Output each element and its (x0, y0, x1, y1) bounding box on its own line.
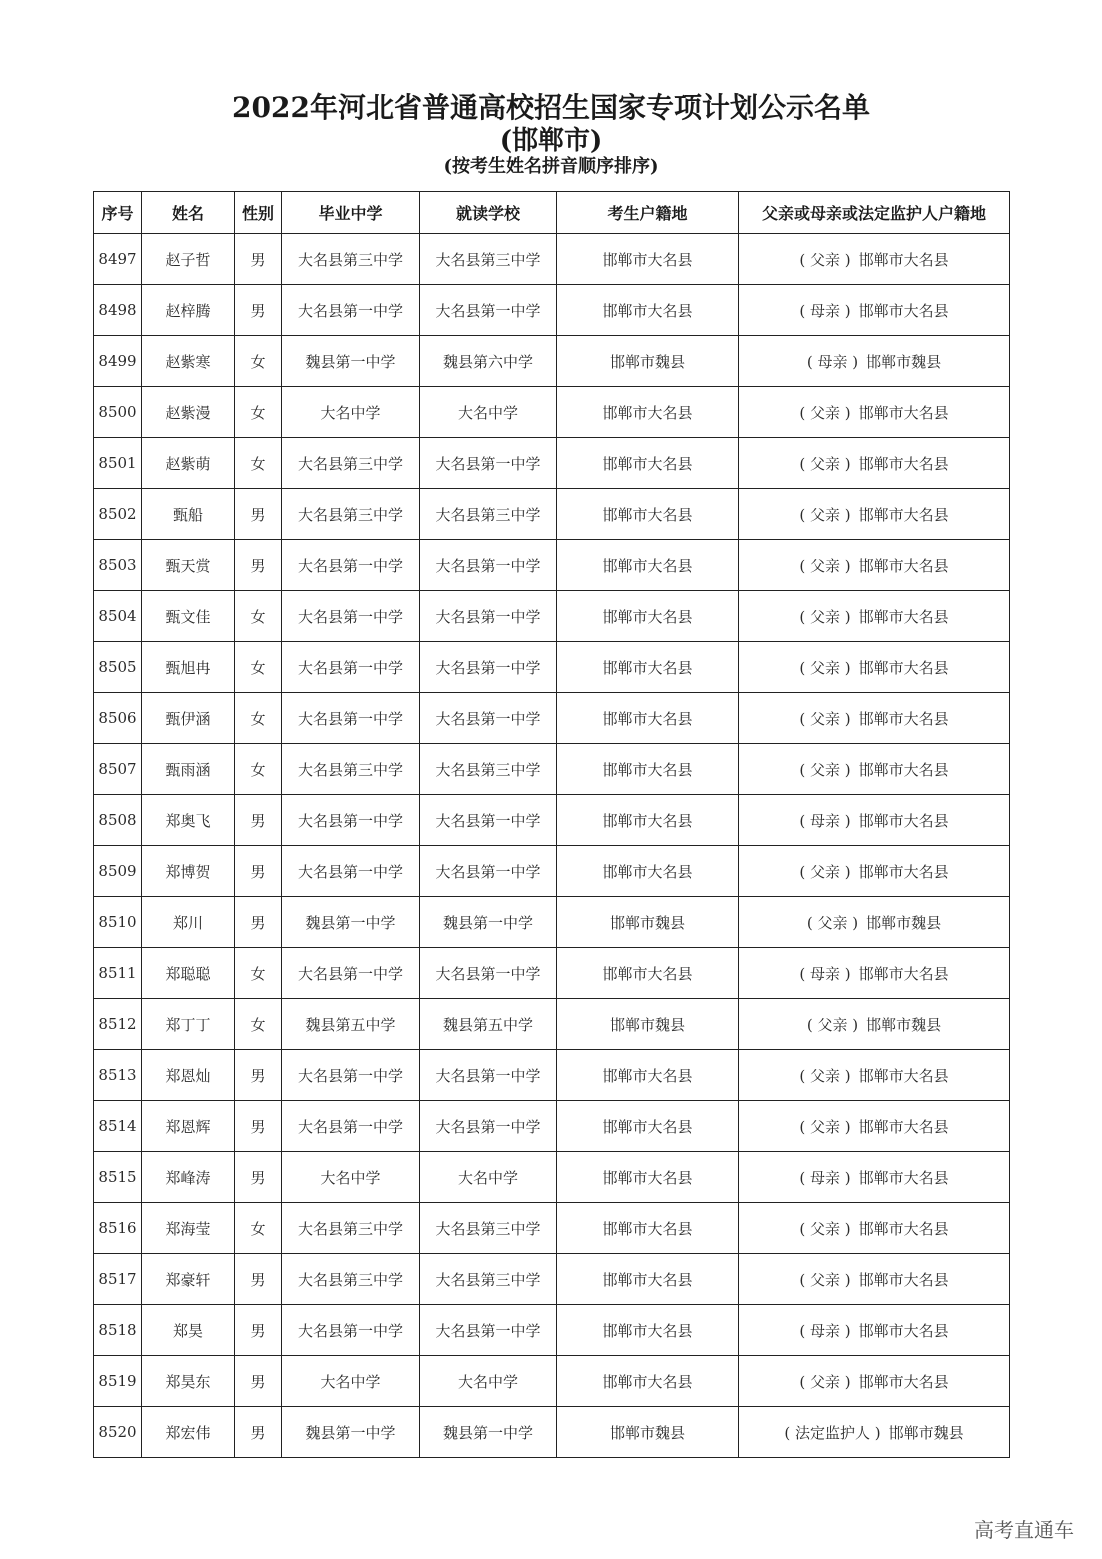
cell-hukou: 邯郸市大名县 (557, 1101, 739, 1152)
guardian-relation: ( 父亲 ) (799, 1372, 851, 1391)
guardian-hukou: 邯郸市魏县 (866, 913, 942, 932)
cell-current-school: 大名县第一中学 (420, 540, 557, 591)
cell-guardian (739, 795, 1010, 846)
cell-gender: 男 (235, 897, 282, 948)
cell-current-school: 大名县第一中学 (420, 642, 557, 693)
guardian-hukou: 邯郸市大名县 (858, 811, 949, 830)
cell-gender: 女 (235, 693, 282, 744)
column-header-gender: 性别 (235, 192, 282, 234)
table-row (94, 489, 1010, 540)
guardian-hukou: 邯郸市大名县 (858, 760, 949, 779)
cell-grad-school: 大名县第一中学 (282, 540, 420, 591)
cell-current-school: 大名县第三中学 (420, 1254, 557, 1305)
table-row (94, 1101, 1010, 1152)
guardian-relation: ( 母亲 ) (799, 1168, 851, 1187)
table-row (94, 1203, 1010, 1254)
cell-grad-school: 大名县第三中学 (282, 1254, 420, 1305)
cell-name: 甄雨涵 (142, 744, 235, 795)
cell-hukou: 邯郸市大名县 (557, 387, 739, 438)
guardian-relation: ( 母亲 ) (799, 811, 851, 830)
cell-no: 8516 (94, 1203, 142, 1254)
cell-no: 8513 (94, 1050, 142, 1101)
cell-no: 8507 (94, 744, 142, 795)
table-row (94, 540, 1010, 591)
cell-no: 8512 (94, 999, 142, 1050)
table-row (94, 693, 1010, 744)
cell-grad-school: 大名县第一中学 (282, 591, 420, 642)
cell-no: 8515 (94, 1152, 142, 1203)
cell-guardian (739, 897, 1010, 948)
cell-grad-school: 大名县第一中学 (282, 642, 420, 693)
cell-no: 8499 (94, 336, 142, 387)
guardian-hukou: 邯郸市大名县 (858, 1270, 949, 1289)
document-title: 2022年河北省普通高校招生国家专项计划公示名单 (232, 91, 870, 124)
cell-gender: 女 (235, 336, 282, 387)
cell-current-school: 魏县第一中学 (420, 1407, 557, 1458)
guardian-hukou: 邯郸市大名县 (858, 964, 949, 983)
table-row (94, 591, 1010, 642)
cell-name: 郑昊东 (142, 1356, 235, 1407)
guardian-relation: ( 父亲 ) (806, 913, 859, 932)
cell-hukou: 邯郸市大名县 (557, 744, 739, 795)
cell-guardian (739, 489, 1010, 540)
cell-name: 郑海莹 (142, 1203, 235, 1254)
guardian-hukou: 邯郸市大名县 (858, 505, 949, 524)
cell-current-school: 魏县第五中学 (420, 999, 557, 1050)
cell-name: 甄船 (142, 489, 235, 540)
cell-gender: 男 (235, 1407, 282, 1458)
guardian-relation: ( 父亲 ) (799, 760, 851, 779)
column-header-guardian-hukou: 父亲或母亲或法定监护人户籍地 (739, 192, 1010, 234)
table-header-row (94, 192, 1010, 234)
cell-grad-school: 大名县第一中学 (282, 1101, 420, 1152)
cell-current-school: 大名县第三中学 (420, 1203, 557, 1254)
cell-hukou: 邯郸市魏县 (557, 999, 739, 1050)
table-row (94, 642, 1010, 693)
cell-hukou: 邯郸市大名县 (557, 1254, 739, 1305)
cell-hukou: 邯郸市大名县 (557, 1305, 739, 1356)
cell-no: 8505 (94, 642, 142, 693)
cell-no: 8517 (94, 1254, 142, 1305)
cell-gender: 女 (235, 387, 282, 438)
cell-grad-school: 大名中学 (282, 1152, 420, 1203)
cell-gender: 男 (235, 1356, 282, 1407)
cell-no: 8504 (94, 591, 142, 642)
cell-name: 赵紫漫 (142, 387, 235, 438)
cell-current-school: 大名中学 (420, 1152, 557, 1203)
column-header-current-school: 就读学校 (420, 192, 557, 234)
cell-name: 赵子哲 (142, 234, 235, 285)
cell-current-school: 大名县第一中学 (420, 1050, 557, 1101)
cell-guardian (739, 1305, 1010, 1356)
cell-current-school: 大名中学 (420, 1356, 557, 1407)
cell-no: 8502 (94, 489, 142, 540)
cell-guardian (739, 948, 1010, 999)
guardian-relation: ( 母亲 ) (806, 352, 859, 371)
guardian-relation: ( 父亲 ) (799, 454, 851, 473)
cell-name: 郑宏伟 (142, 1407, 235, 1458)
cell-guardian (739, 234, 1010, 285)
guardian-hukou: 邯郸市大名县 (858, 658, 949, 677)
cell-hukou: 邯郸市大名县 (557, 948, 739, 999)
cell-no: 8508 (94, 795, 142, 846)
cell-name: 甄伊涵 (142, 693, 235, 744)
table-row (94, 234, 1010, 285)
table-row (94, 846, 1010, 897)
guardian-relation: ( 父亲 ) (799, 1066, 851, 1085)
guardian-relation: ( 父亲 ) (799, 862, 851, 881)
cell-name: 郑豪轩 (142, 1254, 235, 1305)
cell-guardian (739, 1050, 1010, 1101)
table-row (94, 438, 1010, 489)
cell-hukou: 邯郸市魏县 (557, 1407, 739, 1458)
cell-grad-school: 魏县第五中学 (282, 999, 420, 1050)
guardian-hukou: 邯郸市大名县 (858, 862, 949, 881)
cell-name: 郑博贺 (142, 846, 235, 897)
cell-name: 甄文佳 (142, 591, 235, 642)
cell-no: 8509 (94, 846, 142, 897)
cell-current-school: 魏县第六中学 (420, 336, 557, 387)
cell-grad-school: 大名县第一中学 (282, 1050, 420, 1101)
cell-guardian (739, 1356, 1010, 1407)
cell-grad-school: 大名县第一中学 (282, 795, 420, 846)
guardian-relation: ( 父亲 ) (799, 556, 851, 575)
cell-gender: 男 (235, 1101, 282, 1152)
cell-name: 郑昊 (142, 1305, 235, 1356)
roster-table (93, 191, 1010, 1458)
cell-gender: 男 (235, 1050, 282, 1101)
cell-hukou: 邯郸市大名县 (557, 1203, 739, 1254)
cell-hukou: 邯郸市大名县 (557, 1356, 739, 1407)
guardian-hukou: 邯郸市大名县 (858, 403, 949, 422)
cell-hukou: 邯郸市大名县 (557, 642, 739, 693)
cell-hukou: 邯郸市魏县 (557, 897, 739, 948)
roster-body (94, 234, 1010, 1458)
cell-grad-school: 大名县第三中学 (282, 744, 420, 795)
table-row (94, 1407, 1010, 1458)
guardian-hukou: 邯郸市大名县 (858, 709, 949, 728)
cell-grad-school: 大名县第三中学 (282, 438, 420, 489)
cell-guardian (739, 1101, 1010, 1152)
cell-grad-school: 魏县第一中学 (282, 1407, 420, 1458)
cell-current-school: 大名县第一中学 (420, 795, 557, 846)
cell-current-school: 大名县第一中学 (420, 693, 557, 744)
cell-hukou: 邯郸市大名县 (557, 285, 739, 336)
table-row (94, 897, 1010, 948)
cell-name: 郑丁丁 (142, 999, 235, 1050)
guardian-relation: ( 母亲 ) (799, 964, 851, 983)
cell-no: 8514 (94, 1101, 142, 1152)
table-row (94, 336, 1010, 387)
cell-grad-school: 大名县第一中学 (282, 693, 420, 744)
guardian-relation: ( 母亲 ) (799, 1321, 851, 1340)
cell-no: 8497 (94, 234, 142, 285)
cell-name: 郑恩灿 (142, 1050, 235, 1101)
cell-gender: 女 (235, 642, 282, 693)
cell-current-school: 大名县第一中学 (420, 1305, 557, 1356)
column-header-grad-school: 毕业中学 (282, 192, 420, 234)
table-row (94, 744, 1010, 795)
cell-hukou: 邯郸市魏县 (557, 336, 739, 387)
cell-name: 赵梓腾 (142, 285, 235, 336)
table-row (94, 1305, 1010, 1356)
cell-hukou: 邯郸市大名县 (557, 846, 739, 897)
guardian-hukou: 邯郸市大名县 (858, 301, 949, 320)
cell-guardian (739, 540, 1010, 591)
cell-gender: 男 (235, 1152, 282, 1203)
guardian-hukou: 邯郸市大名县 (858, 1066, 949, 1085)
cell-hukou: 邯郸市大名县 (557, 438, 739, 489)
cell-hukou: 邯郸市大名县 (557, 234, 739, 285)
cell-grad-school: 大名县第一中学 (282, 1305, 420, 1356)
guardian-hukou: 邯郸市大名县 (858, 1219, 949, 1238)
guardian-hukou: 邯郸市大名县 (858, 454, 949, 473)
table-row (94, 285, 1010, 336)
cell-guardian (739, 999, 1010, 1050)
cell-hukou: 邯郸市大名县 (557, 489, 739, 540)
column-header-hukou: 考生户籍地 (557, 192, 739, 234)
cell-hukou: 邯郸市大名县 (557, 693, 739, 744)
cell-grad-school: 大名县第一中学 (282, 846, 420, 897)
guardian-hukou: 邯郸市魏县 (866, 352, 942, 371)
cell-gender: 男 (235, 795, 282, 846)
cell-current-school: 大名中学 (420, 387, 557, 438)
cell-current-school: 大名县第一中学 (420, 285, 557, 336)
cell-hukou: 邯郸市大名县 (557, 591, 739, 642)
guardian-hukou: 邯郸市大名县 (858, 1168, 949, 1187)
cell-no: 8510 (94, 897, 142, 948)
cell-guardian (739, 693, 1010, 744)
guardian-relation: ( 母亲 ) (799, 301, 851, 320)
watermark: 高考直通车 (974, 1518, 1074, 1542)
cell-name: 郑峰涛 (142, 1152, 235, 1203)
guardian-hukou: 邯郸市大名县 (858, 556, 949, 575)
guardian-hukou: 邯郸市大名县 (858, 1321, 949, 1340)
cell-gender: 女 (235, 948, 282, 999)
cell-grad-school: 大名县第三中学 (282, 1203, 420, 1254)
guardian-relation: ( 父亲 ) (799, 709, 851, 728)
table-row (94, 999, 1010, 1050)
cell-current-school: 大名县第一中学 (420, 591, 557, 642)
guardian-hukou: 邯郸市大名县 (858, 1117, 949, 1136)
cell-current-school: 大名县第三中学 (420, 234, 557, 285)
cell-hukou: 邯郸市大名县 (557, 795, 739, 846)
cell-current-school: 大名县第三中学 (420, 744, 557, 795)
guardian-relation: ( 父亲 ) (806, 1015, 859, 1034)
cell-grad-school: 大名中学 (282, 1356, 420, 1407)
table-row (94, 1254, 1010, 1305)
guardian-relation: ( 父亲 ) (799, 658, 851, 677)
cell-name: 甄天赏 (142, 540, 235, 591)
table-row (94, 1356, 1010, 1407)
cell-grad-school: 大名县第三中学 (282, 234, 420, 285)
cell-current-school: 魏县第一中学 (420, 897, 557, 948)
cell-grad-school: 大名县第一中学 (282, 285, 420, 336)
cell-guardian (739, 1254, 1010, 1305)
cell-grad-school: 大名县第三中学 (282, 489, 420, 540)
cell-no: 8511 (94, 948, 142, 999)
cell-guardian (739, 642, 1010, 693)
table-row (94, 387, 1010, 438)
cell-guardian (739, 1407, 1010, 1458)
cell-name: 赵紫寒 (142, 336, 235, 387)
cell-no: 8498 (94, 285, 142, 336)
cell-no: 8506 (94, 693, 142, 744)
cell-hukou: 邯郸市大名县 (557, 1050, 739, 1101)
cell-guardian (739, 591, 1010, 642)
cell-gender: 男 (235, 846, 282, 897)
cell-gender: 女 (235, 744, 282, 795)
cell-gender: 女 (235, 438, 282, 489)
cell-no: 8520 (94, 1407, 142, 1458)
table-row (94, 1050, 1010, 1101)
cell-no: 8501 (94, 438, 142, 489)
cell-guardian (739, 336, 1010, 387)
guardian-hukou: 邯郸市魏县 (866, 1015, 942, 1034)
cell-gender: 男 (235, 489, 282, 540)
cell-name: 郑川 (142, 897, 235, 948)
cell-guardian (739, 1152, 1010, 1203)
cell-name: 郑恩辉 (142, 1101, 235, 1152)
guardian-relation: ( 父亲 ) (799, 1117, 851, 1136)
document-subtitle: (邯郸市) (499, 126, 603, 156)
guardian-hukou: 邯郸市大名县 (858, 1372, 949, 1391)
cell-current-school: 大名县第三中学 (420, 489, 557, 540)
cell-gender: 男 (235, 234, 282, 285)
cell-no: 8518 (94, 1305, 142, 1356)
cell-guardian (739, 846, 1010, 897)
guardian-relation: ( 父亲 ) (799, 505, 851, 524)
cell-guardian (739, 438, 1010, 489)
cell-hukou: 邯郸市大名县 (557, 1152, 739, 1203)
table-row (94, 795, 1010, 846)
cell-guardian (739, 1203, 1010, 1254)
cell-gender: 女 (235, 999, 282, 1050)
cell-current-school: 大名县第一中学 (420, 948, 557, 999)
cell-grad-school: 大名县第一中学 (282, 948, 420, 999)
column-header-name: 姓名 (142, 192, 235, 234)
cell-gender: 男 (235, 285, 282, 336)
cell-gender: 男 (235, 540, 282, 591)
cell-hukou: 邯郸市大名县 (557, 540, 739, 591)
guardian-relation: ( 法定监护人 ) (784, 1423, 881, 1442)
guardian-hukou: 邯郸市大名县 (858, 607, 949, 626)
cell-no: 8519 (94, 1356, 142, 1407)
cell-grad-school: 魏县第一中学 (282, 336, 420, 387)
guardian-relation: ( 父亲 ) (799, 607, 851, 626)
cell-gender: 男 (235, 1254, 282, 1305)
cell-guardian (739, 744, 1010, 795)
cell-name: 郑奥飞 (142, 795, 235, 846)
guardian-relation: ( 父亲 ) (799, 250, 851, 269)
cell-name: 郑聪聪 (142, 948, 235, 999)
cell-current-school: 大名县第一中学 (420, 438, 557, 489)
cell-no: 8500 (94, 387, 142, 438)
cell-name: 赵紫萌 (142, 438, 235, 489)
guardian-relation: ( 父亲 ) (799, 1270, 851, 1289)
cell-gender: 女 (235, 591, 282, 642)
cell-no: 8503 (94, 540, 142, 591)
sort-note: (按考生姓名拼音顺序排序) (443, 156, 659, 177)
cell-gender: 女 (235, 1203, 282, 1254)
table-row (94, 1152, 1010, 1203)
guardian-hukou: 邯郸市魏县 (888, 1423, 964, 1442)
guardian-relation: ( 父亲 ) (799, 1219, 851, 1238)
column-header-no: 序号 (94, 192, 142, 234)
cell-current-school: 大名县第一中学 (420, 846, 557, 897)
cell-grad-school: 魏县第一中学 (282, 897, 420, 948)
cell-current-school: 大名县第一中学 (420, 1101, 557, 1152)
guardian-relation: ( 父亲 ) (799, 403, 851, 422)
table-row (94, 948, 1010, 999)
cell-grad-school: 大名中学 (282, 387, 420, 438)
guardian-hukou: 邯郸市大名县 (858, 250, 949, 269)
cell-guardian (739, 387, 1010, 438)
cell-name: 甄旭冉 (142, 642, 235, 693)
cell-guardian (739, 285, 1010, 336)
cell-gender: 男 (235, 1305, 282, 1356)
